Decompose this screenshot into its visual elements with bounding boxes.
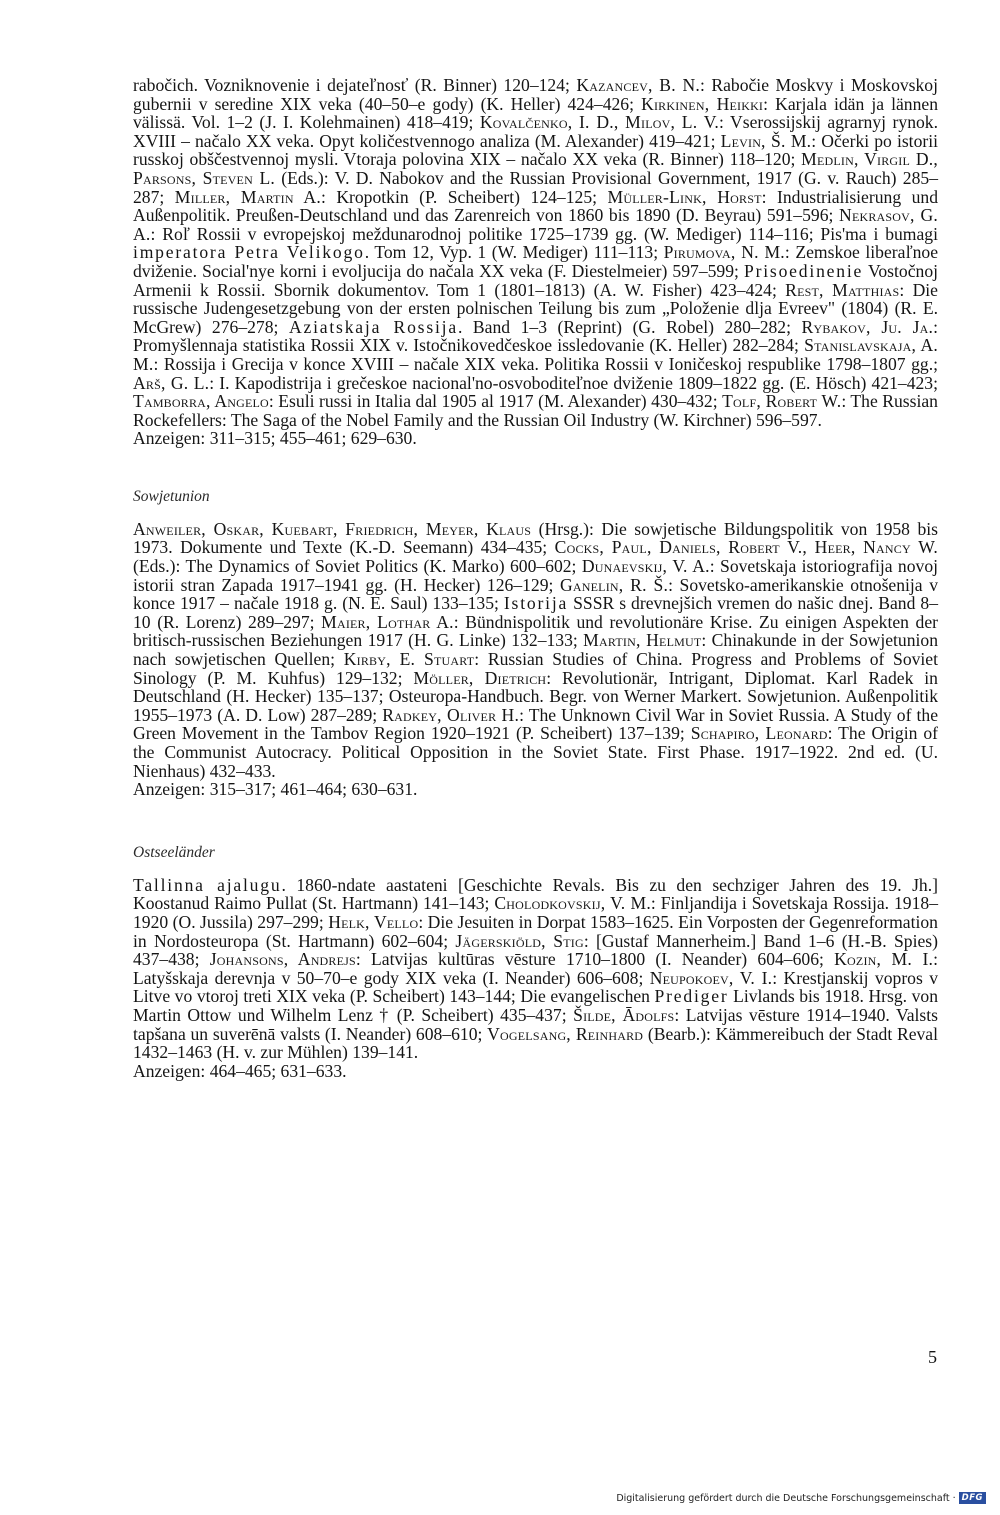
author-name: Radkey, Oliver H. bbox=[382, 704, 520, 725]
entry-text: : Rabočie Moskvy i Moskovskoj gubernii v seredine XIX veka (40–50–e gody) (K. Heller) 424–426; bbox=[133, 75, 938, 114]
author-name: Šilde, Ādolfs bbox=[573, 1004, 675, 1025]
author-name: Kovalčenko, I. D., Milov, L. V. bbox=[479, 112, 719, 133]
advertisements-line: Anzeigen: 311–315; 455–461; 629–630. bbox=[133, 428, 417, 449]
entry-text: : Finljandija i Sovetskaja Rossija. 1918–1920 (O. Jussila) 297–299; bbox=[133, 893, 938, 932]
entry-text: : Karjala idän ja lännen välissä. Vol. 1–2 (J. I. Kolehmainen) 418–419; bbox=[133, 93, 938, 133]
author-name: Miller, Martin A. bbox=[174, 186, 321, 207]
author-name: Cocks, Paul, Daniels, Robert V., Heer, Nancy W. bbox=[554, 537, 938, 558]
review-entries bbox=[133, 876, 938, 1062]
advertisements-line: Anzeigen: 315–317; 461–464; 630–631. bbox=[133, 779, 418, 800]
page-number: 5 bbox=[928, 1347, 937, 1367]
author-name: Schapiro, Leonard bbox=[690, 723, 828, 744]
entry-text: : Die russische Judengesetzgebung von der ersten polnischen Teilung bis zum „Položenie dlja Evreev" (1804) (R. E. McGrew) 276–278; bbox=[133, 279, 938, 337]
review-entries bbox=[133, 76, 938, 429]
author-name: Tolf, Robert W. bbox=[722, 391, 842, 412]
author-name: Arš, G. L. bbox=[133, 372, 210, 393]
spaced-title: Prediger bbox=[654, 986, 729, 1007]
spaced-title: imperatora Petra Velikogo bbox=[133, 242, 365, 263]
entry-text: : Vserossijskij agrarnyj rynok. XVIII – načalo XX veka. Opyt količestvennogo analiza (M. Alexander) 419–421; bbox=[133, 112, 938, 151]
entry-text: : Kropotkin (P. Scheibert) 124–125; bbox=[320, 186, 608, 207]
entry-text: : Očerki po istorii russkoj obščestvennoj mysli. Vtoraja polovina XIX – načalo XX veka (R. Binner) 118–120; bbox=[133, 130, 938, 170]
author-name: Pirumova, N. M. bbox=[663, 242, 785, 263]
entry-text: : Chinakunde in der Sowjetunion nach sowjetischen Quellen; bbox=[133, 630, 938, 670]
author-name: Vogelsang, Reinhard bbox=[487, 1023, 644, 1044]
section-ostseelaender bbox=[133, 844, 938, 1081]
entry-text: Livlands bis 1918. Hrsg. von Martin Ottow und Wilhelm Lenz † (P. Scheibert) 435–437; bbox=[133, 986, 939, 1025]
entry-text: : Industrialisierung und Außenpolitik. Preußen-Deutschland und das Zarenreich von 1860 bis 1890 (D. Beyrau) 591–596; bbox=[133, 186, 939, 226]
author-name: Nekrasov, G. A. bbox=[133, 205, 938, 244]
author-name: Martin, Helmut bbox=[583, 630, 702, 651]
author-name: Müller-Link, Horst bbox=[607, 186, 762, 207]
entry-text: . 1860-ndate aastateni [Geschichte Revals. Bis zu den sechziger Jahren des 19. Jh.] Koostanud Raimo Pullat (St. Hartmann) 141–143; bbox=[133, 874, 938, 914]
entry-text: (Eds.): The Dynamics of Soviet Politics (K. Marko) 600–602; bbox=[133, 556, 582, 577]
digitization-footer bbox=[616, 1492, 986, 1504]
entry-text: : Die Jesuiten in Dorpat 1583–1625. Ein Vorposten der Gegenreformation in Nordosteuropa (St. Hartmann) 602–604; bbox=[133, 911, 938, 951]
entry-text: SSSR s drevnejšich vremen do našic dnej. Band 8–10 (R. Lorenz) 289–297; bbox=[133, 593, 938, 632]
author-name: Neupokoev, V. I. bbox=[649, 967, 773, 988]
entry-text: (Eds.): V. D. Nabokov and the Russian Provisional Government, 1917 (G. v. Rauch) 285–287; bbox=[133, 167, 938, 207]
author-name: Kozin, M. I. bbox=[834, 949, 934, 970]
entry-text: . Band 1–3 (Reprint) (G. Robel) 280–282; bbox=[457, 316, 802, 337]
entry-text: : Russian Studies of China. Progress and Problems of Soviet Sinology (P. M. Kuhfus) 129–132; bbox=[133, 649, 939, 688]
entry-text: : Latvijas vēsture 1914–1940. Valsts tapšana un suverēnā valsts (I. Neander) 608–610; bbox=[133, 1004, 938, 1044]
author-name: Medlin, Virgil D., Parsons, Steven L. bbox=[133, 149, 938, 188]
entry-text: : The Russian Rockefellers: The Saga of the Nobel Family and the Russian Oil Industry (W. Kirchner) 596–597. bbox=[133, 391, 938, 430]
entry-text: : [Gustaf Mannerheim.] Band 1–6 (H.-B. Spies) 437–438; bbox=[133, 930, 938, 970]
spaced-title: Prisoedinenie bbox=[744, 260, 864, 281]
entry-text: (Hrsg.): Die sowjetische Bildungspolitik von 1958 bis 1973. Dokumente und Texte (K.-D. Seemann) 434–435; bbox=[133, 518, 938, 558]
entry-text: : Rossija i Grecija v konce XVIII – načale XIX veka. Politika Rossii v Ioničeskoj respublike 1798–1807 gg.; bbox=[153, 353, 938, 374]
author-name: Rybakov, Ju. Ja. bbox=[801, 316, 934, 337]
author-name: Kirkinen, Heikki bbox=[641, 93, 764, 114]
entry-text: (Bearb.): Kämmereibuch der Stadt Reval 1432–1463 (H. v. zur Mühlen) 139–141. bbox=[133, 1023, 939, 1063]
section-sowjetunion bbox=[133, 488, 938, 799]
entry-text: Vostočnoj Armenii k Rossii. Sbornik dokumentov. Tom 1 (1801–1813) (A. W. Fisher) 423–424; bbox=[133, 260, 938, 300]
entry-text: : Revolutionär, Intrigant, Diplomat. Karl Radek in Deutschland (H. Hecker) 135–137; Osteuropa-Handbuch. Begr. von Werner Markert. Sowjetunion. Außenpolitik 1955–1973 (A. D. Low) 287–289; bbox=[133, 667, 938, 725]
author-name: Cholodkovskij, V. M. bbox=[494, 893, 651, 914]
author-name: Rest, Matthias bbox=[785, 279, 900, 300]
review-entries bbox=[133, 520, 938, 780]
author-name: Levin, Š. M. bbox=[720, 130, 812, 151]
section-heading: Sowjetunion bbox=[133, 487, 210, 505]
author-name: Dunaevskij, V. A. bbox=[581, 556, 710, 577]
entry-text: : Krestjanskij vopros v Litve vo vtoroj treti XIX veka (P. Scheibert) 143–144; Die evangelischen bbox=[133, 967, 939, 1007]
entry-text: : Latvijas kultūras vēsture 1710–1800 (I. Neander) 604–606; bbox=[355, 949, 835, 970]
section-continuation bbox=[133, 76, 938, 448]
entry-text: : Sovetskaja istoriografija novoj istorii stran Zapada 1917–1941 gg. (H. Hecker) 126–129; bbox=[133, 556, 938, 595]
entry-text: : Promyšlennaja statistika Rossii XIX v. Istočnikovedčeskoe issledovanie (K. Heller) 282–284; bbox=[133, 316, 939, 356]
dfg-logo: DFG bbox=[959, 1492, 986, 1504]
spaced-title: Aziatskaja Rossija bbox=[288, 316, 458, 337]
author-name: Stanislavskaja, A. M. bbox=[133, 335, 938, 374]
author-name: Ganelin, R. Š. bbox=[560, 574, 669, 595]
spaced-title: Istorija bbox=[503, 593, 569, 614]
footer-text: Digitalisierung gefördert durch die Deutsche Forschungsgemeinschaft · bbox=[616, 1492, 956, 1504]
entry-text: : Esuli russi in Italia dal 1905 al 1917 (M. Alexander) 430–432; bbox=[268, 391, 723, 412]
author-name: Tamborra, Angelo bbox=[133, 391, 269, 412]
author-name: Johansons, Andrejs bbox=[209, 949, 356, 970]
entry-text: rabočich. Vozniknovenie i dejateľnosť (R. Binner) 120–124; bbox=[133, 75, 577, 95]
section-heading: Ostseeländer bbox=[133, 843, 215, 861]
author-name: Helk, Vello bbox=[328, 911, 419, 932]
author-name: Kirby, E. Stuart bbox=[343, 649, 475, 670]
author-name: Kazancev, B. N. bbox=[576, 75, 700, 95]
author-name: Maier, Lothar A. bbox=[321, 611, 454, 632]
advertisements-line: Anzeigen: 464–465; 631–633. bbox=[133, 1060, 347, 1081]
entry-text: : Sovetsko-amerikanskie otnošenija v konce 1917 – načale 1918 g. (N. E. Saul) 133–135; bbox=[133, 574, 939, 614]
spaced-title: Tallinna ajalugu bbox=[133, 874, 282, 895]
author-name: Jägerskiöld, Stig bbox=[455, 930, 584, 951]
author-name: Anweiler, Oskar, Kuebart, Friedrich, Meyer, Klaus bbox=[133, 518, 532, 539]
document-page bbox=[133, 76, 938, 1080]
entry-text: : I. Kapodistrija i grečeskoe nacional'no-osvoboditeľnoe dviženie 1809–1822 gg. (E. Hösch) 421–423; bbox=[209, 372, 938, 393]
entry-text: : The Unknown Civil War in Soviet Russia. A Study of the Green Movement in the Tambov Region 1920–1921 (P. Scheibert) 137–139; bbox=[133, 704, 939, 744]
entry-text: : Bündnispolitik und revolutionäre Krise. Zu einigen Aspekten der britisch-russischen Beziehungen 1917 (H. G. Linke) 132–133; bbox=[133, 611, 939, 651]
author-name: Möller, Dietrich bbox=[413, 667, 547, 688]
entry-text: : Zemskoe liberaľnoe dviženie. Social'nye korni i evoljucija do načala XX veka (F. Diestelmeier) 597–599; bbox=[133, 242, 939, 281]
entry-text: : Roľ Rossii v evropejskoj meždunarodnoj politike 1725–1739 gg. (W. Mediger) 114–116; Pis'ma i bumagi bbox=[150, 223, 938, 244]
entry-text: : The Origin of the Communist Autocracy. Political Opposition in the Soviet State. First Phase. 1917–1922. 2nd ed. (U. Nienhaus) 432–433. bbox=[133, 723, 939, 781]
entry-text: . Tom 12, Vyp. 1 (W. Mediger) 111–113; bbox=[364, 242, 664, 263]
entry-text: : Latyšskaja derevnja v 50–70–e gody XIX veka (I. Neander) 606–608; bbox=[133, 949, 938, 988]
